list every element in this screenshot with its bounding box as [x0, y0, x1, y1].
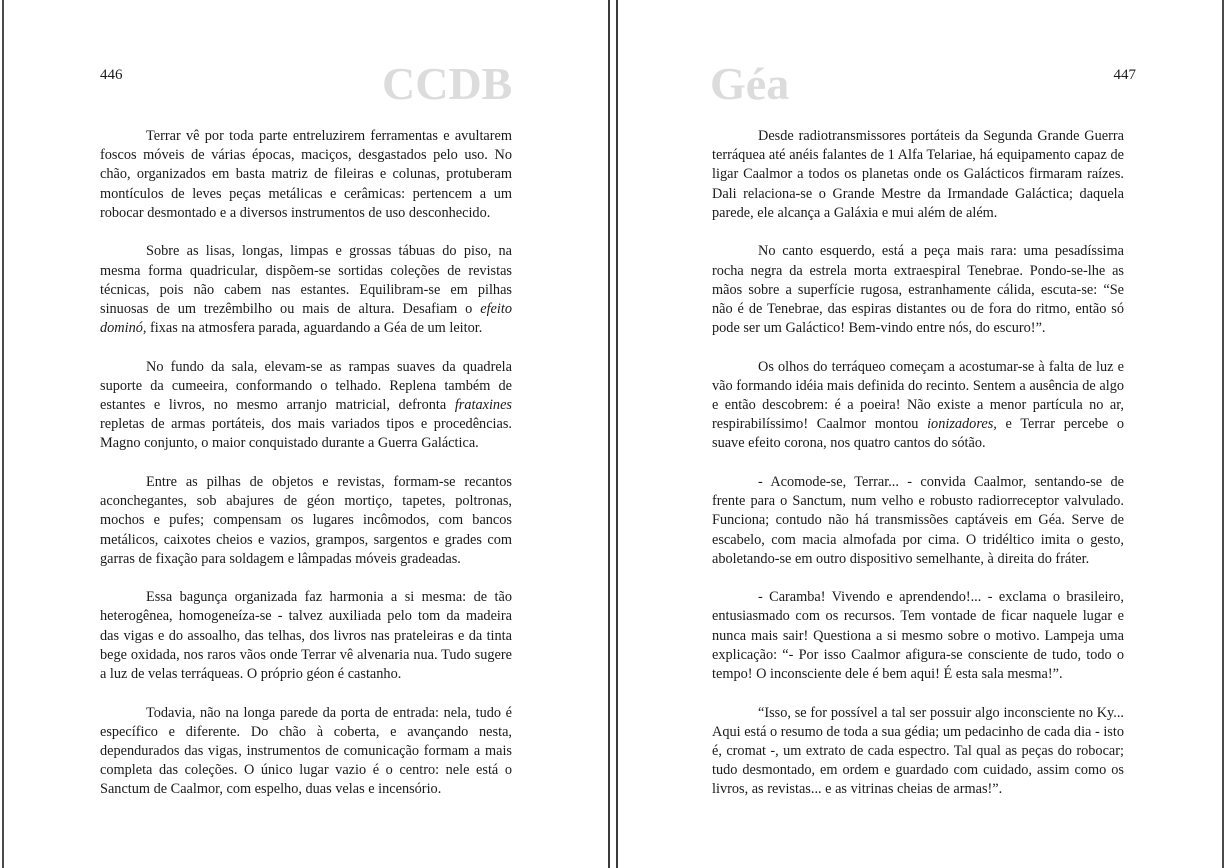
italic-text: frataxines: [454, 397, 512, 414]
paragraph: [712, 358, 1124, 454]
paragraph: [100, 473, 512, 569]
paragraph: [712, 588, 1124, 684]
page-gutter: [608, 0, 618, 868]
right-page-text: [712, 127, 1124, 819]
paragraph: [712, 473, 1124, 569]
right-page: [618, 0, 1224, 868]
left-page-text: [100, 127, 512, 819]
paragraph: [100, 127, 512, 223]
watermark-left: CCDB: [382, 58, 513, 109]
italic-text: ionizadores,: [927, 416, 997, 433]
paragraph-text: Desde radiotransmissores portáteis da Segunda Grande Guerra terráquea até anéis falantes de 1 Alfa Telariae, há equipamento capaz de ligar Caalmor a todos os planetas onde os Galácticos firmaram raízes. Dali relaciona-se o Grande Mestre da Irmandade Galáctica; daquela parede, ele alcança a Galáxia e mui além de além.: [712, 128, 1124, 221]
paragraph-text: “Isso, se for possível a tal ser possuir algo inconsciente no Ky... Aqui está o resumo de toda a sua gédia; um pedacinho de cada dia - isto é, cromat -, um extrato de cada espectro. Tal qual as peças do robocar; tudo desmontado, em ordem e guardado com cuidado, assim como os livros, as revistas... e as vitrinas cheias de armas!”.: [712, 704, 1124, 798]
watermark-right: Géa: [710, 58, 790, 109]
paragraph: [712, 704, 1124, 800]
paragraph-text: - Caramba! Vivendo e aprendendo!... - exclama o brasileiro, entusiasmado com os recursos. Tem vontade de ficar naquele lugar e nunca mais sair! Questiona a si mesmo sobre o motivo. Lampeja uma explicação: “- Por isso Caalmor afigura-se consciente de tudo, todo o tempo! O inconsciente dele é bem aqui! É esta sala mesma!”.: [712, 589, 1124, 683]
page-number-right: 447: [1113, 67, 1136, 83]
paragraph-text: No canto esquerdo, está a peça mais rara: uma pesadíssima rocha negra da estrela morta extraespiral Tenebrae. Pondo-se-lhe as mãos sobre a superfície rugosa, estranhamente cálida, escuta-se: “Se não é de Tenebrae, das espiras distantes ou de fora do ritmo, então só pode ser um Galáctico! Bem-vindo entre nós, do escuro!”.: [712, 243, 1124, 337]
paragraph-text: repletas de armas portáteis, dos mais variados tipos e procedências. Magno conjunto, o maior conquistado durante a Guerra Galáctica.: [100, 416, 512, 452]
paragraph-text: Os olhos do terráqueo começam a acostumar-se à falta de luz e vão formando idéia mais definida do recinto. Sentem a ausência de algo e então descobrem: é a poeira! Não existe a menor partícula no ar, respirabilíssimo! Caalmor montou: [712, 358, 1124, 433]
paragraph-text: Sobre as lisas, longas, limpas e grossas tábuas do piso, na mesma forma quadricular, dispõem-se sortidas coleções de revistas técnicas, pois não cabem nas estantes. Equilibram-se em pilhas sinuosas de um trezêmbilho ou mais de altura. Desafiam o: [100, 243, 512, 317]
paragraph-text: e Terrar percebe o suave efeito corona, nos quatro cantos do sótão.: [712, 416, 1124, 452]
paragraph-text: No fundo da sala, elevam-se as rampas suaves da quadrela suporte da cumeeira, conformando o telhado. Replena também de estantes e livros, no mesmo arranjo matricial, defronta: [100, 358, 512, 414]
paragraph-text: Terrar vê por toda parte entreluzirem ferramentas e avultarem foscos móveis de várias épocas, maciços, desgastados pelo uso. No chão, organizados em basta matriz de fileiras e colunas, protuberam montículos de leves peças metálicas e cerâmicas: pertencem a um robocar desmontado e a diversos instrumentos de uso desconhecido.: [100, 128, 512, 221]
paragraph: [100, 242, 512, 338]
left-page: [2, 0, 608, 868]
page-number-left: 446: [100, 67, 123, 83]
paragraph: [100, 588, 512, 684]
paragraph-text: fixas na atmosfera parada, aguardando a Géa de um leitor.: [146, 320, 483, 337]
paragraph: [712, 127, 1124, 223]
paragraph: [712, 242, 1124, 338]
paragraph-text: Essa bagunça organizada faz harmonia a si mesma: de tão heterogênea, homogeneíza-se - talvez auxiliada pelo tom da madeira das vigas e do assoalho, das telhas, dos livros nas prateleiras e da tinta bege oxidada, nos raros vãos onde Terrar vê alvenaria nua. Tudo sugere a luz de velas terráqueas. O próprio géon é castanho.: [100, 589, 512, 683]
paragraph: [100, 358, 512, 454]
paragraph-text: Todavia, não na longa parede da porta de entrada: nela, tudo é específico e diferente. Do chão à coberta, e avançando nesta, dependurados das vigas, instrumentos de comunicação formam a mais completa das coleções. O único lugar vazio é o centro: nele está o Sanctum de Caalmor, com espelho, duas velas e incensório.: [100, 704, 512, 798]
italic-text: efeito dominó,: [100, 300, 512, 337]
paragraph-text: Entre as pilhas de objetos e revistas, formam-se recantos aconchegantes, sob abajures de géon mortiço, tapetes, poltronas, mochos e pufes; compensam os lugares incômodos, com bancos metálicos, caixotes cheios e vazios, grampos, sargentos e grades com garras de fixação para soldagem e lâmpadas móveis gradeadas.: [100, 473, 512, 567]
paragraph: [100, 704, 512, 800]
paragraph-text: - Acomode-se, Terrar... - convida Caalmor, sentando-se de frente para o Sanctum, num velho e robusto radiorreceptor valvulado. Funciona; contudo não há transmissões captáveis em Géa. Serve de escabelo, com macia almofada por cima. O tridéltico imita o gesto, aboletando-se em outro dispositivo semelhante, à direita do fráter.: [712, 473, 1124, 567]
